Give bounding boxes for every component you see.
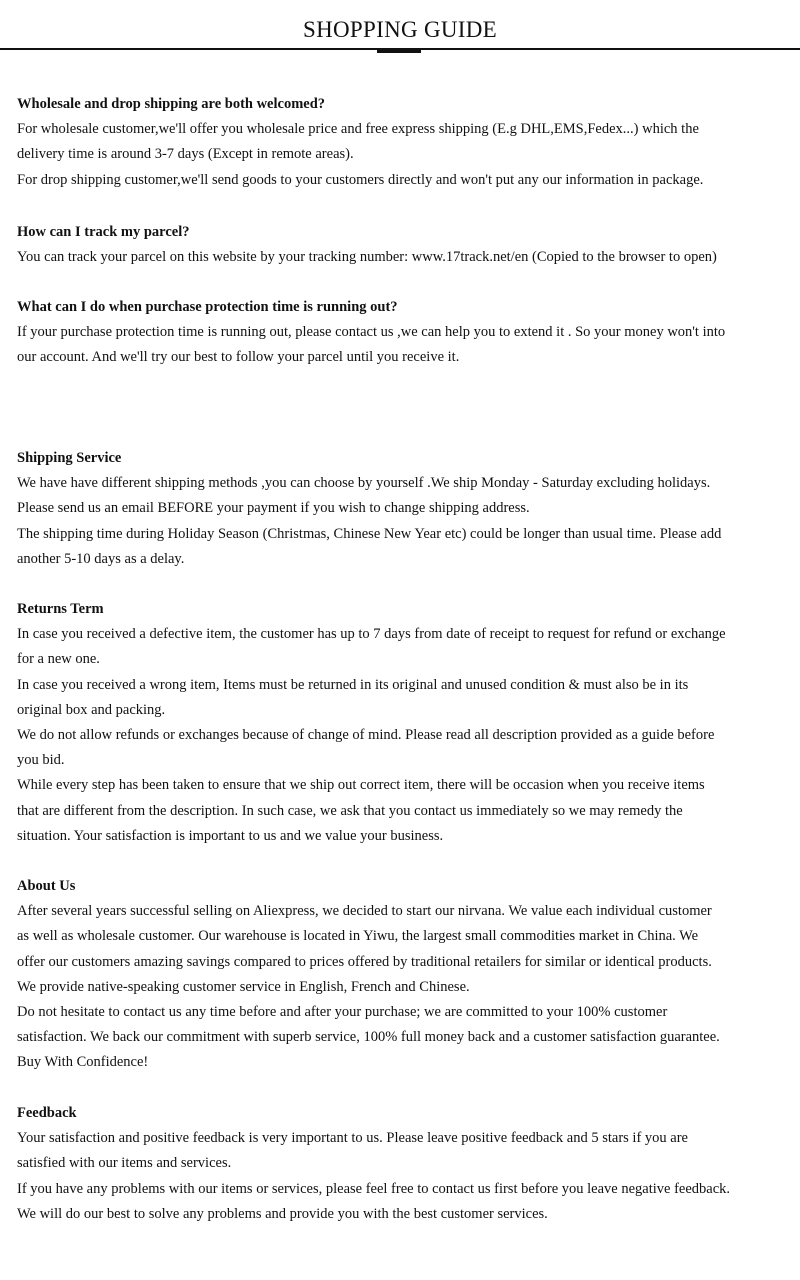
section-heading: How can I track my parcel?	[17, 224, 190, 240]
body-text-line: delivery time is around 3-7 days (Except in remote areas).	[17, 146, 354, 163]
section-heading: Wholesale and drop shipping are both welcomed?	[17, 96, 326, 112]
body-text-line: We do not allow refunds or exchanges because of change of mind. Please read all description provided as a guide before	[17, 726, 715, 743]
body-text-line: Buy With Confidence!	[17, 1054, 149, 1071]
body-text-line: situation. Your satisfaction is important to us and we value your business.	[17, 827, 444, 844]
section-heading: Shipping Service	[17, 450, 122, 466]
body-text-line: If your purchase protection time is running out, please contact us ,we can help you to extend it . So your money won't into	[17, 324, 726, 341]
body-text-line: as well as wholesale customer. Our warehouse is located in Yiwu, the largest small commodities market in China. We	[17, 928, 699, 945]
body-text-line: Your satisfaction and positive feedback is very important to us. Please leave positive feedback and 5 stars if you are	[17, 1130, 688, 1147]
section-wholesale	[17, 92, 797, 193]
body-text-line: For wholesale customer,we'll offer you wholesale price and free express shipping (E.g DHL,EMS,Fedex...) which the	[17, 121, 699, 138]
body-text-line: In case you received a defective item, the customer has up to 7 days from date of receipt to request for refund or exchange	[17, 626, 726, 643]
section-purchase-protection	[17, 295, 797, 371]
body-text-line: You can track your parcel on this website by your tracking number: www.17track.net/en (Copied to the browser to open)	[17, 249, 717, 266]
body-text-line: While every step has been taken to ensure that we ship out correct item, there will be occasion when you receive items	[17, 777, 705, 794]
body-text-line: We will do our best to solve any problems and provide you with the best customer services.	[17, 1205, 548, 1222]
section-feedback	[17, 1101, 797, 1227]
section-returns-term	[17, 597, 797, 849]
page-title: SHOPPING GUIDE	[303, 17, 497, 42]
section-about-us	[17, 874, 797, 1076]
body-text-line: satisfaction. We back our commitment with superb service, 100% full money back and a customer satisfaction guarantee.	[17, 1029, 720, 1046]
body-text-line: If you have any problems with our items or services, please feel free to contact us first before you leave negative feedback.	[17, 1180, 731, 1197]
section-heading: What can I do when purchase protection time is running out?	[17, 299, 398, 315]
body-text-line: In case you received a wrong item, Items must be returned in its original and unused condition & must also be in its	[17, 676, 689, 693]
body-text-line: We provide native-speaking customer service in English, French and Chinese.	[17, 978, 470, 995]
body-text-line: satisfied with our items and services.	[17, 1155, 232, 1172]
body-text-line: offer our customers amazing savings compared to prices offered by traditional retailers for similar or identical products.	[17, 953, 712, 970]
section-heading: Feedback	[17, 1105, 77, 1121]
section-shipping-service	[17, 446, 797, 572]
body-text-line: another 5-10 days as a delay.	[17, 550, 185, 567]
body-text-line: The shipping time during Holiday Season (Christmas, Chinese New Year etc) could be longer than usual time. Please add	[17, 525, 722, 542]
body-text-line: that are different from the description. In such case, we ask that you contact us immediately so we may remedy the	[17, 802, 683, 819]
section-heading: About Us	[17, 878, 76, 894]
section-tracking	[17, 220, 797, 270]
body-text-line: After several years successful selling on Aliexpress, we decided to start our nirvana. We value each individual customer	[17, 903, 712, 920]
body-text-line: our account. And we'll try our best to follow your parcel until you receive it.	[17, 349, 460, 366]
body-text-line: Do not hesitate to contact us any time before and after your purchase; we are committed to your 100% customer	[17, 1003, 668, 1020]
title-divider-accent	[377, 48, 421, 53]
body-text-line: for a new one.	[17, 651, 100, 668]
body-text-line: For drop shipping customer,we'll send goods to your customers directly and won't put any our information in package.	[17, 171, 704, 188]
body-text-line: original box and packing.	[17, 701, 166, 718]
section-heading: Returns Term	[17, 601, 104, 617]
body-text-line: Please send us an email BEFORE your payment if you wish to change shipping address.	[17, 500, 530, 517]
body-text-line: you bid.	[17, 752, 65, 769]
body-text-line: We have have different shipping methods ,you can choose by yourself .We ship Monday - Saturday excluding holidays.	[17, 475, 711, 492]
